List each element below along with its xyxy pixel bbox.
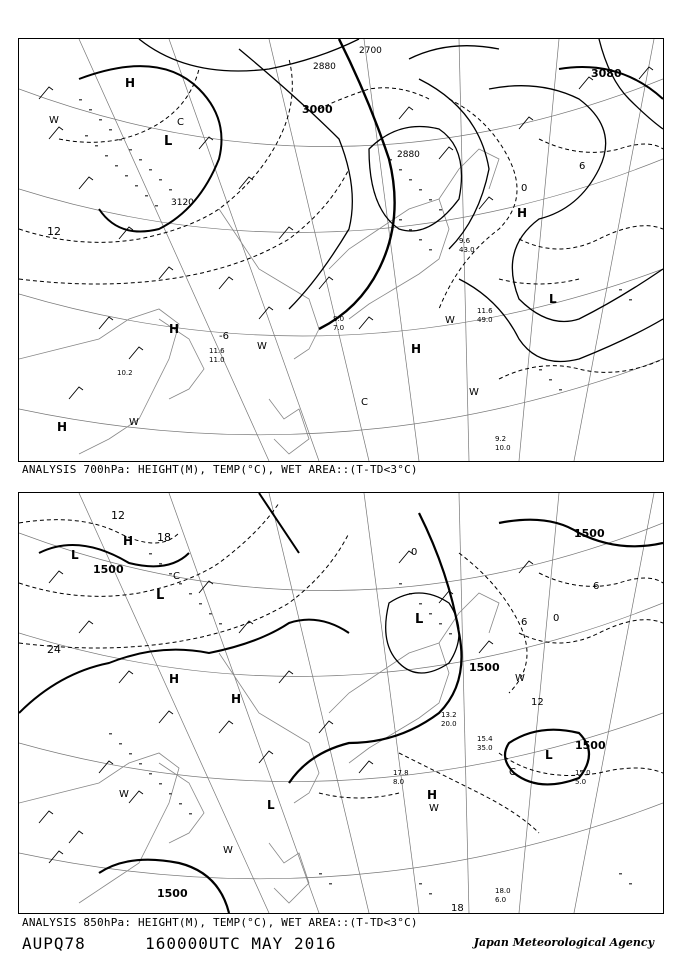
chart-panel-850hpa (18, 492, 664, 914)
contour-label: 2880 (397, 150, 420, 160)
agency-name: Japan Meteorological Agency (473, 936, 654, 949)
isotherm-label: -6 (219, 331, 229, 342)
station-value: 6.0 (495, 896, 507, 904)
contour-label: 2700 (359, 46, 382, 56)
high-center: H (123, 534, 134, 548)
station-value: 10.0 (495, 444, 511, 452)
low-center: L (545, 748, 553, 762)
isotherm-label: 0 (521, 183, 528, 194)
contour-label: 1500 (469, 661, 500, 674)
cold-center: C (177, 117, 184, 128)
station-value: 11.6 (209, 347, 225, 355)
station-value: 43.0 (459, 246, 475, 254)
isotherm-label: 6 (593, 581, 600, 592)
analysis-time: 160000UTC MAY 2016 (145, 934, 337, 953)
station-value: 7.0 (333, 324, 345, 332)
isotherm-label: 12 (111, 509, 125, 522)
wet-area-stipple (109, 553, 632, 895)
station-value: 18.0 (495, 887, 511, 895)
coastlines (19, 149, 499, 454)
low-center: L (156, 588, 165, 603)
isotherm-label: 0 (553, 613, 560, 624)
panel-caption-850hpa: ANALYSIS 850hPa: HEIGHT(M), TEMP(°C), WET AREA::(T-TD<3°C) (22, 916, 418, 929)
warm-mark: W (223, 845, 233, 856)
cold-center: C (509, 767, 516, 778)
warm-mark: W (515, 673, 525, 684)
station-value: 11.0 (209, 356, 225, 364)
map-700hpa (19, 39, 663, 461)
high-center: H (169, 672, 180, 686)
station-value: 9.2 (495, 435, 507, 443)
low-center: L (415, 612, 424, 627)
map-850hpa (19, 493, 663, 913)
station-value: 13.2 (441, 711, 457, 719)
contour-label: 1500 (574, 527, 605, 540)
contour-label: 2880 (313, 62, 336, 72)
wind-barbs (39, 551, 533, 863)
isotherm-label: 0 (411, 547, 418, 558)
contour-label: 1500 (575, 739, 606, 752)
station-value: 15.0 (575, 769, 591, 777)
station-value: 49.0 (477, 316, 493, 324)
isotherm-label: 12 (531, 697, 544, 708)
isotherms (19, 503, 663, 833)
station-value: 15.4 (477, 735, 493, 743)
station-value: 8.0 (393, 778, 405, 786)
contour-label: 3080 (591, 67, 622, 80)
station-value: 9.6 (459, 237, 471, 245)
chart-product-code: AUPQ78 (22, 934, 86, 953)
station-value: 11.6 (477, 307, 493, 315)
station-value: 10.2 (117, 369, 133, 377)
high-center: H (231, 692, 242, 706)
cold-center: C (361, 397, 368, 408)
low-center: L (267, 798, 275, 812)
low-center: L (549, 292, 557, 306)
isotherm-label: 24 (47, 643, 61, 656)
station-value: 17.8 (393, 769, 409, 777)
warm-mark: W (445, 315, 455, 326)
isotherm-label: 18 (157, 531, 171, 544)
high-center: H (427, 788, 438, 802)
high-center: H (57, 420, 68, 434)
warm-mark: W (257, 341, 267, 352)
isotherm-label: 6 (579, 161, 586, 172)
warm-mark: W (129, 417, 139, 428)
station-value: 8.0 (333, 315, 345, 323)
low-center: L (71, 548, 79, 562)
warm-mark: W (469, 387, 479, 398)
contour-label: 3120 (171, 198, 194, 208)
latlon-grid (19, 39, 663, 461)
high-center: H (125, 76, 136, 90)
chart-panel-700hpa (18, 38, 664, 462)
isotherm-label: 6 (521, 617, 528, 628)
high-center: H (517, 206, 528, 220)
contour-label: 1500 (93, 563, 124, 576)
isotherm-label: 12 (47, 225, 61, 238)
station-value: 5.0 (575, 778, 587, 786)
station-value: 20.0 (441, 720, 457, 728)
low-center: L (164, 134, 173, 149)
high-center: H (411, 342, 422, 356)
chart-footer-code (22, 934, 336, 953)
warm-mark: W (49, 115, 59, 126)
cold-center: C (173, 571, 180, 582)
station-value: 35.0 (477, 744, 493, 752)
height-contours (79, 39, 663, 362)
high-center: H (169, 322, 180, 336)
warm-mark: W (429, 803, 439, 814)
isotherm-label: 18 (451, 903, 464, 913)
contour-label: 3000 (302, 103, 333, 116)
panel-caption-700hpa: ANALYSIS 700hPa: HEIGHT(M), TEMP(°C), WET AREA::(T-TD<3°C) (22, 463, 418, 476)
contour-label: 1500 (157, 887, 188, 900)
warm-mark: W (119, 789, 129, 800)
